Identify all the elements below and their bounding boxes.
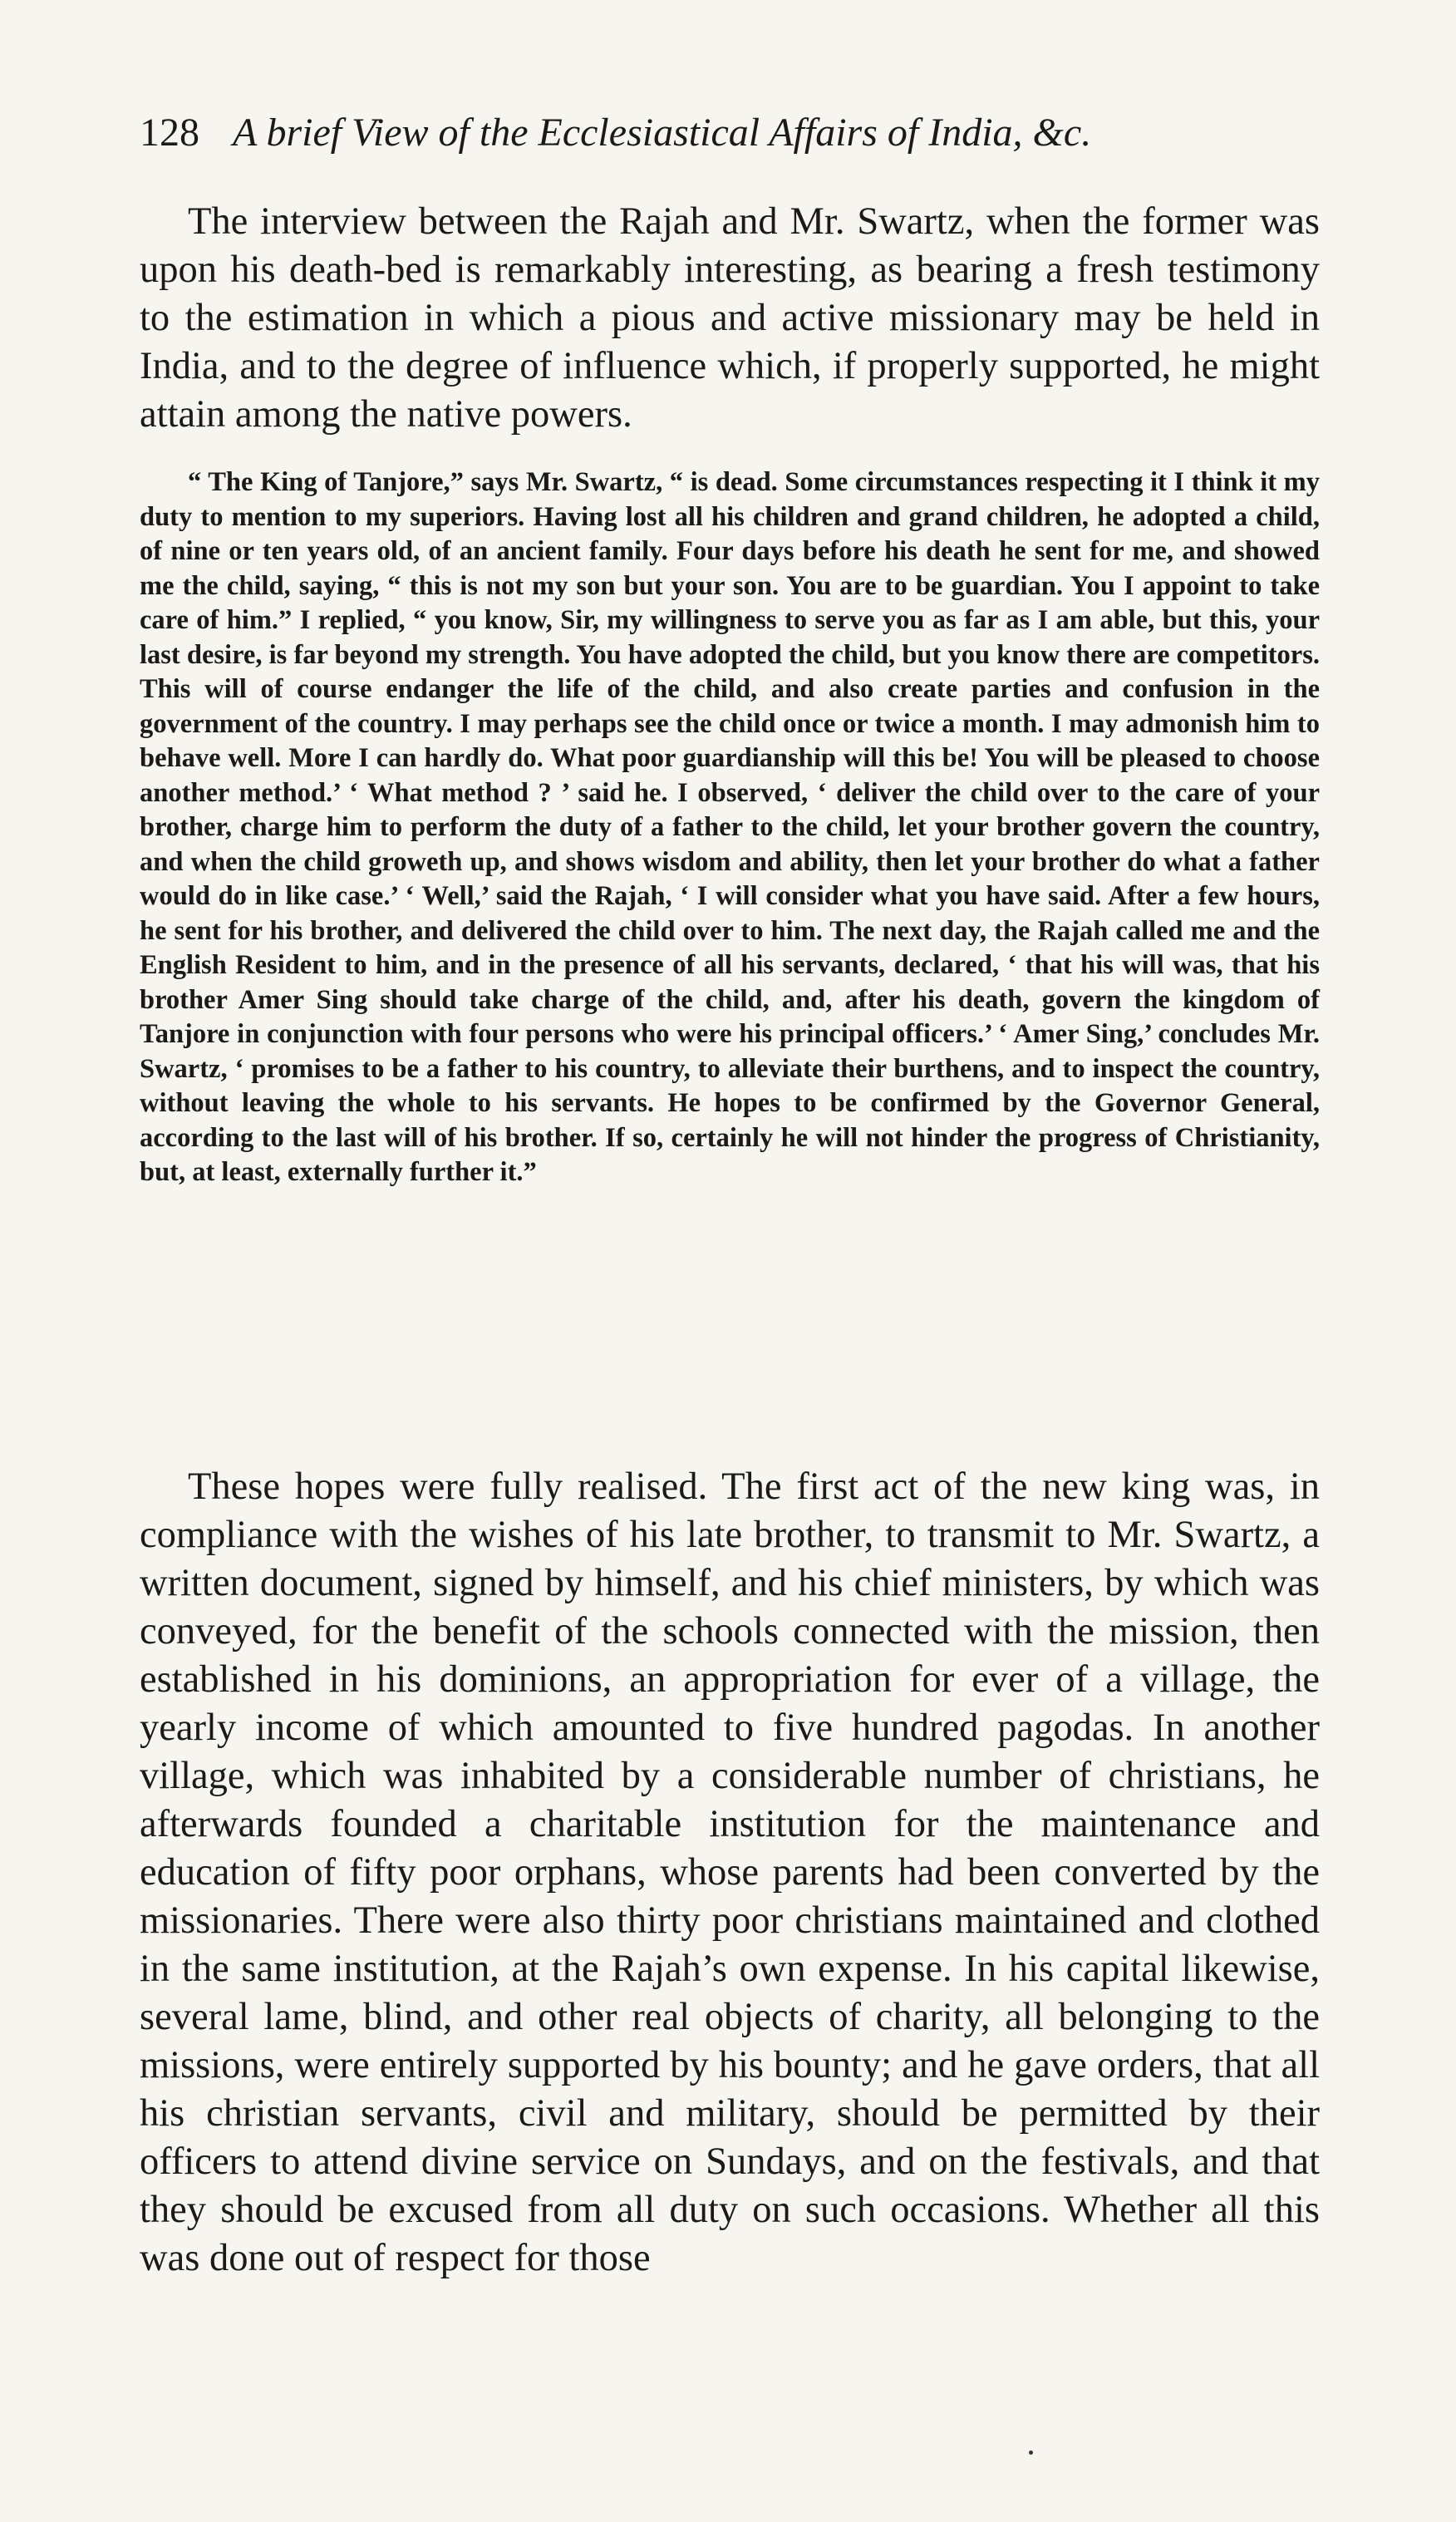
- body-paragraph-2: These hopes were fully realised. The first act of the new king was, in compliance with the wishes of his late brother, to transmit to Mr. Swartz, a written document, signed by himself, and his chief ministers, by which was conveyed, for the benefit of the schools connected with the mission, then established in his dominions, an appropriation for ever of a village, the yearly income of which amounted to five hundred pagodas. In another village, which was inhabited by a considerable number of christians, he afterwards founded a charitable institution for the maintenance and education of fifty poor orphans, whose parents had been converted by the missionaries. There were also thirty poor christians maintained and clothed in the same institution, at the Rajah’s own expense. In his capital likewise, several lame, blind, and other real objects of charity, all belonging to the missions, were entirely supported by his bounty; and he gave orders, that all his christian servants, civil and military, should be permitted by their officers to attend divine service on Sundays, and on the festivals, and that they should be excused from all duty on such occasions. Whether all this was done out of respect for those: [140, 1465, 1320, 2279]
- running-head: [140, 108, 1320, 158]
- ink-speck: [1029, 2451, 1033, 2455]
- body-paragraph-1: The interview between the Rajah and Mr. Swartz, when the former was upon his death-bed is remarkably interesting, as bearing a fresh testimony to the estimation in which a pious and active missionary may be held in India, and to the degree of influence which, if properly supported, he might attain among the native powers.: [140, 200, 1320, 436]
- running-title: A brief View of the Ecclesiastical Affairs of India, &c.: [233, 111, 1092, 155]
- page-number: 128: [140, 111, 199, 155]
- block-quote: “ The King of Tanjore,” says Mr. Swartz, “ is dead. Some circumstances respecting it I think it my duty to mention to my superiors. Having lost all his children and grand children, he adopted a child, of nine or ten years old, of an ancient family. Four days before his death he sent for me, and showed me the child, saying, “ this is not my son but your son. You are to be guardian. You I appoint to take care of him.” I replied, “ you know, Sir, my willingness to serve you as far as I am able, but this, your last desire, is far beyond my strength. You have adopted the child, but you know there are competitors. This will of course endanger the life of the child, and also create parties and confusion in the government of the country. I may perhaps see the child once or twice a month. I may admonish him to behave well. More I can hardly do. What poor guardianship will this be! You will be pleased to choose another method.’ ‘ What method ? ’ said he. I observed, ‘ deliver the child over to the care of your brother, charge him to perform the duty of a father to the child, let your brother govern the country, and when the child groweth up, and shows wisdom and ability, then let your brother do what a father would do in like case.’ ‘ Well,’ said the Rajah, ‘ I will consider what you have said. After a few hours, he sent for his brother, and delivered the child over to him. The next day, the Rajah called me and the English Resident to him, and in the presence of all his servants, declared, ‘ that his will was, that his brother Amer Sing should take charge of the child, and, after his death, govern the kingdom of Tanjore in conjunction with four persons who were his principal officers.’ ‘ Amer Sing,’ concludes Mr. Swartz, ‘ promises to be a father to his country, to alleviate their burthens, and to inspect the country, without leaving the whole to his servants. He hopes to be confirmed by the Governor General, according to the last will of his brother. If so, certainly he will not hinder the progress of Christianity, but, at least, externally further it.”: [140, 467, 1320, 1187]
